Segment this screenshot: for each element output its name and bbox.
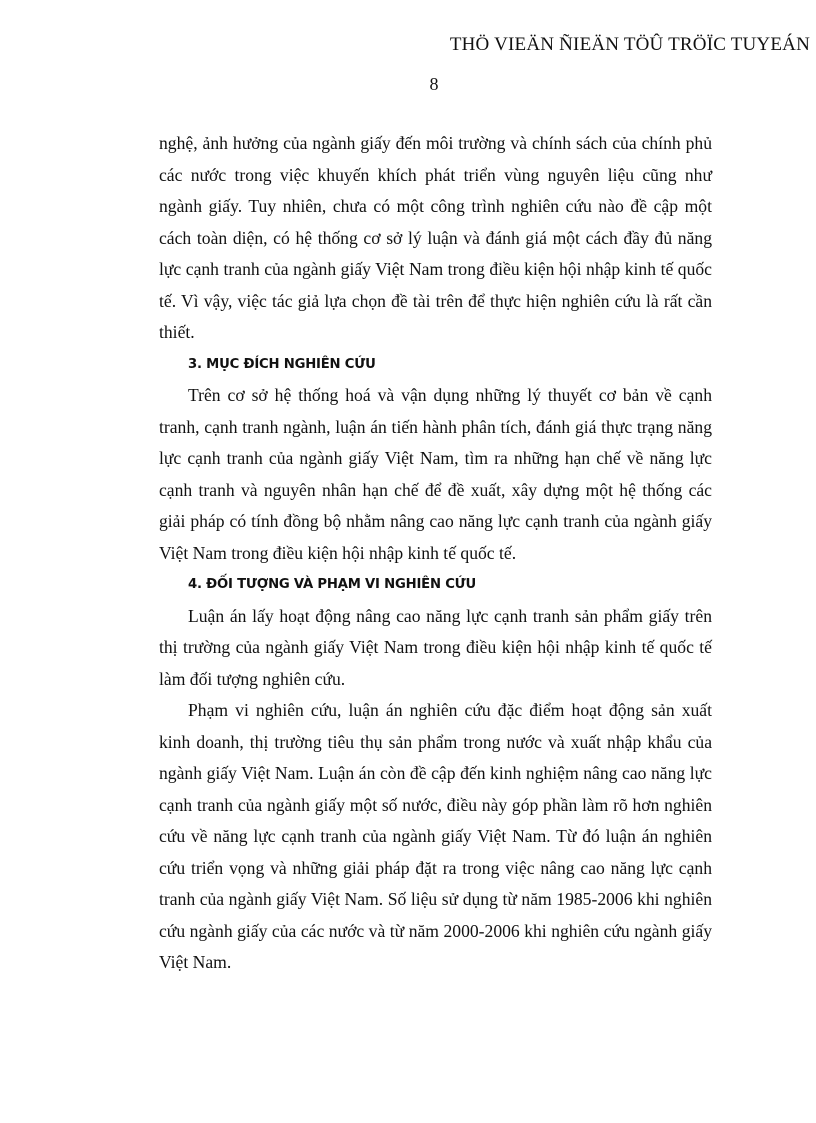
section-3-heading: 3. MỤC ĐÍCH NGHIÊN CỨU [188,356,376,372]
intro-paragraph: nghệ, ảnh hưởng của ngành giấy đến môi trường và chính sách của chính phủ các nước trong việc khuyến khích phát triển vùng nguyên liệu cũng như ngành giấy. Tuy nhiên, chưa có một công trình nghiên cứu nào đề cập một cách toàn diện, có hệ thống cơ sở lý luận và đánh giá một cách đầy đủ năng lực cạnh tranh của ngành giấy Việt Nam trong điều kiện hội nhập kinh tế quốc tế. Vì vậy, việc tác giả lựa chọn đề tài trên để thực hiện nghiên cứu là rất cần thiết. [159,133,712,342]
section-4-paragraph-2: Phạm vi nghiên cứu, luận án nghiên cứu đặc điểm hoạt động sản xuất kinh doanh, thị trường tiêu thụ sản phẩm trong nước và xuất nhập khẩu của ngành giấy Việt Nam. Luận án còn đề cập đến kinh nghiệm nâng cao năng lực cạnh tranh của ngành giấy một số nước, điều này góp phần làm rõ hơn nghiên cứu về năng lực cạnh tranh của ngành giấy Việt Nam. Từ đó luận án nghiên cứu triển vọng và những giải pháp đặt ra trong việc nâng cao năng lực cạnh tranh của ngành giấy Việt Nam. Số liệu sử dụng từ năm 1985-2006 khi nghiên cứu ngành giấy của các nước và từ năm 2000-2006 khi nghiên cứu ngành giấy Việt Nam. [159,700,712,972]
document-body [159,128,712,979]
library-header: THÖ VIEÄN ÑIEÄN TÖÛ TRÖÏC TUYEÁN [449,34,810,55]
section-4-heading: 4. ĐỐI TƯỢNG VÀ PHẠM VI NGHIÊN CỨU [188,577,476,592]
section-4-paragraph-1: Luận án lấy hoạt động nâng cao năng lực cạnh tranh sản phẩm giấy trên thị trường của ngành giấy Việt Nam trong điều kiện hội nhập kinh tế quốc tế làm đối tượng nghiên cứu. [159,605,712,689]
section-3-paragraph: Trên cơ sở hệ thống hoá và vận dụng những lý thuyết cơ bản về cạnh tranh, cạnh tranh ngành, luận án tiến hành phân tích, đánh giá thực trạng năng lực cạnh tranh của ngành giấy Việt Nam, tìm ra những hạn chế về năng lực cạnh tranh và nguyên nhân hạn chế để đề xuất, xây dựng một hệ thống các giải pháp có tính đồng bộ nhằm nâng cao năng lực cạnh tranh của ngành giấy Việt Nam trong điều kiện hội nhập kinh tế quốc tế. [159,385,712,563]
page-number: 8 [429,74,439,94]
